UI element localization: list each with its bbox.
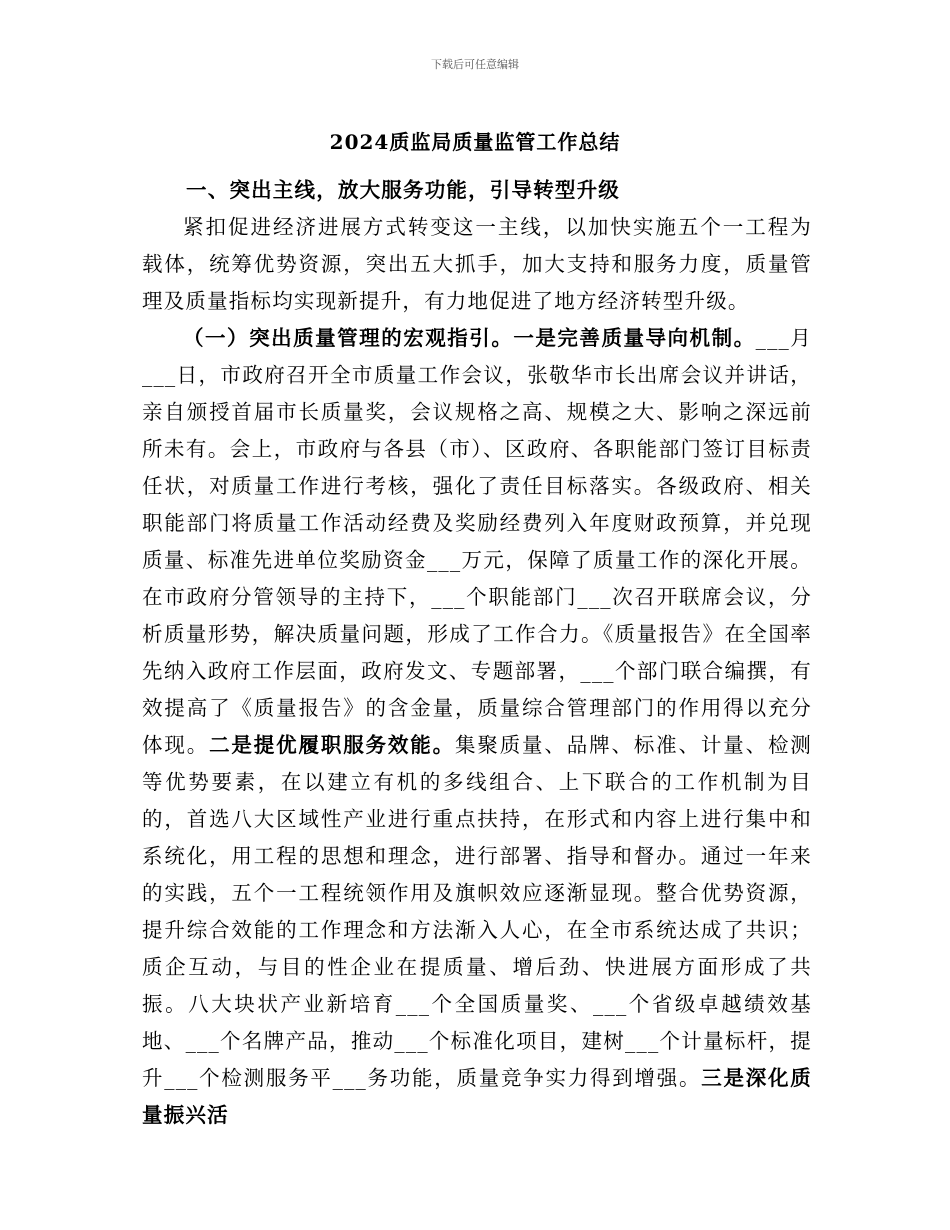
- document-body: [142, 172, 812, 1134]
- point1-title: 一是完善质量导向机制。: [513, 326, 756, 350]
- part1-heading: （一）突出质量管理的宏观指引。: [183, 326, 514, 350]
- point1-text: ___月___日，市政府召开全市质量工作会议，张敬华市长出席会议并讲话，亲自颁授首届市长质量奖，会议规格之高、规模之大、影响之深远前所未有。会上，市政府与各县（市）、区政府、各职能部门签订目标责任状，对质量工作进行考核，强化了责任目标落实。各级政府、相关职能部门将质量工作活动经费及奖励经费列入年度财政预算，并兑现质量、标准先进单位奖励资金___万元，保障了质量工作的深化开展。在市政府分管领导的主持下，___个职能部门___次召开联席会议，分析质量形势，解决质量问题，形成了工作合力。《质量报告》在全国率先纳入政府工作层面，政府发文、专题部署，___个部门联合编撰，有效提高了《质量报告》的含金量，质量综合管理部门的作用得以充分体现。: [142, 326, 812, 757]
- point2-title: 二是提优履职服务效能。: [209, 733, 455, 757]
- header-note: 下载后可任意编辑: [431, 58, 519, 71]
- point3-title: 三是深化质量振兴活: [142, 1066, 812, 1127]
- point2-text: 集聚质量、品牌、标准、计量、检测等优势要素，在以建立有机的多线组合、上下联合的工作机制为目的，首选八大区域性产业进行重点扶持，在形式和内容上进行集中和系统化，用工程的思想和理念，进行部署、指导和督办。通过一年来的实践，五个一工程统领作用及旗帜效应逐渐显现。整合优势资源，提升综合效能的工作理念和方法渐入人心，在全市系统达成了共识；质企互动，与目的性企业在提质量、增后劲、快进展方面形成了共振。八大块状产业新培育___个全国质量奖、___个省级卓越绩效基地、___个名牌产品，推动___个标准化项目，建树___个计量标杆，提升___个检测服务平___务功能，质量竞争实力得到增强。: [142, 733, 813, 1090]
- intro-paragraph: 紧扣促进经济进展方式转变这一主线，以加快实施五个一工程为载体，统筹优势资源，突出五大抓手，加大支持和服务力度，质量管理及质量指标均实现新提升，有力地促进了地方经济转型升级。: [142, 215, 812, 313]
- document-title: 2024质监局质量监管工作总结: [329, 130, 621, 154]
- section-heading: 一、突出主线，放大服务功能，引导转型升级: [186, 178, 620, 202]
- part1-paragraph: [142, 320, 812, 1134]
